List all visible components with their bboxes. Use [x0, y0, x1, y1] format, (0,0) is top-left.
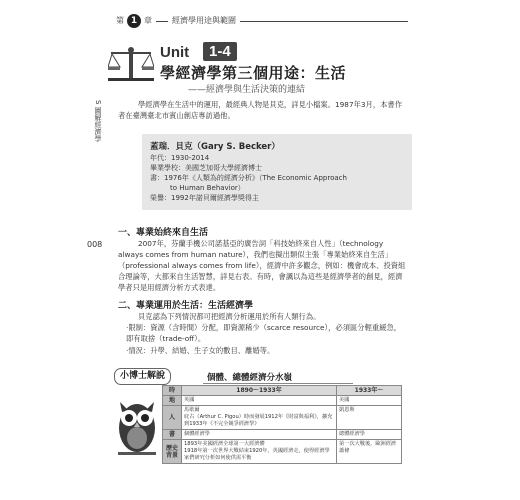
table-row	[163, 430, 402, 440]
section-heading: 一、專業始終來自生活	[118, 228, 209, 238]
table-row	[163, 440, 402, 464]
table-cell: 英國	[182, 396, 337, 406]
profile-box	[142, 134, 412, 210]
chapter-title: 經濟學用途與範圍	[168, 15, 240, 27]
row-label: 人	[163, 406, 182, 430]
bullet-item: ‧限制：資源（含時間）分配，即資源稀少（scarce resource），必須區分輕重緩急，即有取捨（trade-off）。	[126, 323, 402, 343]
header-rule	[112, 21, 408, 22]
section-heading: 二、專業運用於生活：生活經濟學	[118, 301, 254, 311]
chapter-marker	[112, 15, 156, 27]
table-header-cell: 時	[163, 386, 182, 396]
table-cell: 總體經濟學	[337, 430, 402, 440]
sidebar-badge: 小博士解說	[114, 368, 171, 385]
side-tab: S 圖解經濟學	[94, 100, 102, 142]
table-cell: 凱恩斯	[337, 406, 402, 430]
table-header-row	[163, 386, 402, 396]
intro-paragraph: 學經濟學在生活中的運用，最經典人物是貝克，詳見小檔案。1987年3月，本書作者在臺灣臺北市賓山創店專訪過他。	[118, 100, 403, 120]
table-row	[163, 396, 402, 406]
comparison-table	[162, 385, 402, 464]
table-header-cell: 1890～1933年	[182, 386, 337, 396]
profile-name: 蓋瑞．貝克（Gary S. Becker）	[150, 142, 280, 152]
profile-line: 畢業學校：美國芝加哥大學經濟博士	[150, 164, 262, 172]
owl-icon	[114, 392, 160, 456]
page-subtitle: ——經濟學與生活決策的連結	[188, 85, 306, 95]
table-cell: 1893年美國經濟全球第一大經濟體 1918年第一次世界大戰結束1920年，英國經濟走，使得經濟學家們研究分析如何使供需平衡	[182, 440, 337, 464]
profile-line: to Human Behavior）	[170, 184, 245, 192]
table-row	[163, 406, 402, 430]
page-number: 008	[87, 240, 103, 249]
sidebar-title: 個體、總體經濟分水嶺	[207, 373, 293, 383]
row-label: 書	[163, 430, 182, 440]
page-title: 學經濟學第三個用途：生活	[160, 64, 347, 82]
chapter-number: 1	[127, 14, 141, 28]
bullet-item: ‧情況：升學、結婚、生子女的數目、離婚等。	[126, 346, 275, 355]
row-label: 地	[163, 396, 182, 406]
table-cell: 馬歇爾 庇古（Arthur C. Pigou）時而發展1912年《財富與福利》，擴充到1933年《不完全競爭經濟學》	[182, 406, 337, 430]
unit-label: Unit	[160, 44, 190, 61]
section-paragraph: 貝克認為下列情況都可把經濟分析運用於所有人類行為。	[138, 312, 321, 321]
section-paragraph: 2007年，芬蘭手機公司諾基亞的廣告詞「科技始終來自人性」（technology always comes from human nature），我們也擬出類似主張「專業始終來自生活」（professional always comes from life），經濟中許多觀念，例如：機會成本、投資組合理論等，大都來自生活智慧，詳見右表。有時，會諷以為這些是經濟學者的創見，經濟學者只是用經濟分析方式表達。	[118, 239, 406, 292]
profile-line: 年代：1930-2014	[150, 154, 210, 162]
table-cell: 個體經濟學	[182, 430, 337, 440]
profile-line: 書：1976年《人類為的經濟分析》（The Economic Approach	[150, 174, 347, 182]
table-cell: 第一次大戰後，歐洲經濟蕭條	[337, 440, 402, 464]
row-label: 歷史背景	[163, 440, 182, 464]
profile-line: 榮譽：1992年諾貝爾經濟學獎得主	[150, 194, 259, 202]
table-header-cell: 1933年～	[337, 386, 402, 396]
unit-number: 1-4	[203, 42, 237, 61]
chapter-suffix: 章	[144, 16, 152, 25]
chapter-prefix: 第	[116, 16, 124, 25]
table-cell: 美國	[337, 396, 402, 406]
scales-icon	[108, 45, 154, 81]
